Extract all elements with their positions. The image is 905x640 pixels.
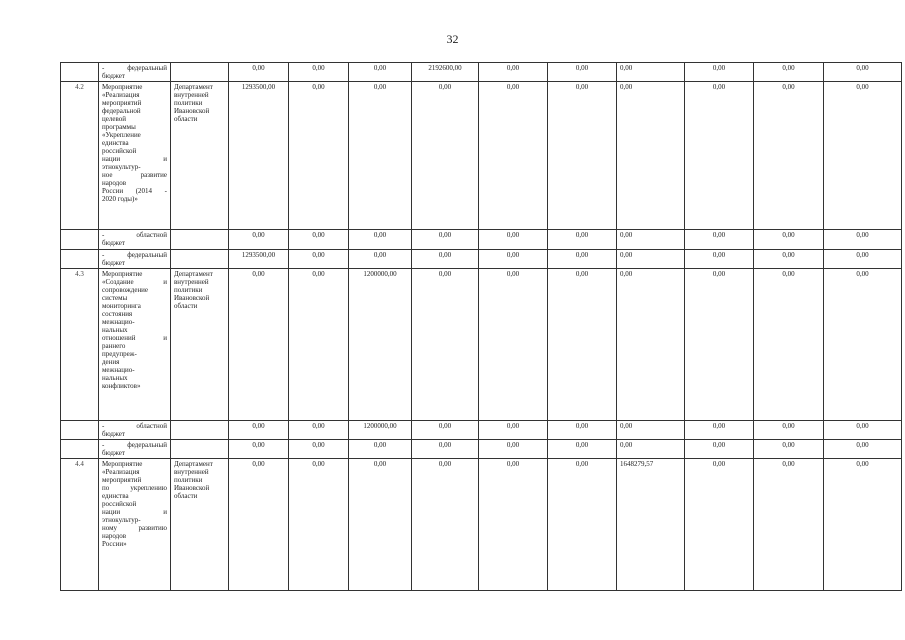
amount-cell: 0,00: [229, 459, 289, 591]
amount-cell: 0,00: [685, 250, 754, 269]
department-cell: [171, 63, 229, 82]
activity-name-line: нации и: [102, 508, 167, 516]
activity-name-cell: [99, 459, 171, 591]
amount-cell: 0,00: [289, 250, 349, 269]
activity-name-cell: [99, 269, 171, 421]
amount-cell: 0,00: [349, 230, 412, 250]
row-number: [61, 63, 99, 82]
department-line: Ивановской: [174, 107, 210, 115]
activity-name-line: межнацио-: [102, 366, 135, 374]
activity-name-line: бюджет: [102, 259, 125, 267]
amount-cell: 0,00: [754, 63, 824, 82]
department-line: Департамент: [174, 83, 213, 91]
amount-cell: 0,00: [824, 82, 902, 230]
department-line: Департамент: [174, 460, 213, 468]
row-number: [61, 440, 99, 459]
amount-cell: 0,00: [824, 63, 902, 82]
amount-cell: 0,00: [229, 63, 289, 82]
row-number: 4.4: [61, 459, 99, 591]
amount-cell: 0,00: [349, 440, 412, 459]
activity-name-line: нальных: [102, 326, 128, 334]
department-line: внутренней: [174, 91, 209, 99]
table-row: [61, 269, 902, 421]
amount-cell: 0,00: [617, 250, 685, 269]
activity-name-line: бюджет: [102, 72, 125, 80]
department-cell: [171, 459, 229, 591]
activity-name-line: народов: [102, 179, 127, 187]
activity-name-line: «Реализация: [102, 91, 140, 99]
amount-cell: 0,00: [479, 63, 548, 82]
amount-cell: 0,00: [412, 82, 479, 230]
amount-cell: 0,00: [412, 269, 479, 421]
amount-cell: 0,00: [548, 230, 617, 250]
amount-cell: 0,00: [617, 269, 685, 421]
activity-name-cell: [99, 250, 171, 269]
activity-name-line: мероприятий: [102, 99, 142, 107]
activity-name-line: бюджет: [102, 449, 125, 457]
activity-name-line: - федеральный: [102, 441, 167, 449]
amount-cell: 1293500,00: [229, 82, 289, 230]
amount-cell: 0,00: [289, 82, 349, 230]
activity-name-line: российской: [102, 147, 137, 155]
activity-name-cell: [99, 230, 171, 250]
amount-cell: 0,00: [754, 250, 824, 269]
activity-name-line: федеральной: [102, 107, 141, 115]
row-number: [61, 250, 99, 269]
amount-cell: 0,00: [479, 230, 548, 250]
table-body: [61, 63, 902, 591]
table-row: [61, 63, 902, 82]
activity-name-line: этнокультур-: [102, 516, 141, 524]
activity-name-line: мониторинга: [102, 302, 141, 310]
amount-cell: 0,00: [824, 230, 902, 250]
amount-cell: 0,00: [617, 440, 685, 459]
table-row: [61, 230, 902, 250]
activity-name-line: единства: [102, 492, 129, 500]
amount-cell: 0,00: [754, 459, 824, 591]
table-row: [61, 82, 902, 230]
department-cell: [171, 440, 229, 459]
amount-cell: 0,00: [412, 459, 479, 591]
amount-cell: 0,00: [548, 63, 617, 82]
amount-cell: 0,00: [754, 440, 824, 459]
amount-cell: 0,00: [824, 440, 902, 459]
amount-cell: 0,00: [289, 269, 349, 421]
amount-cell: 0,00: [685, 63, 754, 82]
activity-name-line: межнацио-: [102, 318, 135, 326]
activity-name-line: бюджет: [102, 430, 125, 438]
activity-name-line: целевой: [102, 115, 126, 123]
department-line: политики: [174, 476, 203, 484]
amount-cell: 0,00: [617, 421, 685, 440]
activity-name-line: - федеральный: [102, 64, 167, 72]
activity-name-line: состояния: [102, 310, 133, 318]
amount-cell: 0,00: [548, 250, 617, 269]
activity-name-line: - областной: [102, 422, 167, 430]
department-line: области: [174, 115, 198, 123]
amount-cell: 0,00: [754, 269, 824, 421]
row-number: [61, 421, 99, 440]
amount-cell: 0,00: [685, 230, 754, 250]
activity-name-line: ному развитию: [102, 524, 167, 532]
amount-cell: 1293500,00: [229, 250, 289, 269]
amount-cell: 0,00: [685, 82, 754, 230]
department-cell: [171, 421, 229, 440]
activity-name-line: российской: [102, 500, 137, 508]
budget-table: [60, 62, 902, 591]
amount-cell: 0,00: [412, 440, 479, 459]
amount-cell: 0,00: [548, 459, 617, 591]
activity-name-line: конфликтов»: [102, 382, 141, 390]
activity-name-cell: [99, 82, 171, 230]
amount-cell: 0,00: [479, 421, 548, 440]
department-line: политики: [174, 99, 203, 107]
amount-cell: 1200000,00: [349, 269, 412, 421]
amount-cell: 0,00: [548, 421, 617, 440]
activity-name-line: бюджет: [102, 239, 125, 247]
amount-cell: 0,00: [289, 63, 349, 82]
department-line: внутренней: [174, 468, 209, 476]
activity-name-line: раннего: [102, 342, 126, 350]
amount-cell: 0,00: [289, 440, 349, 459]
activity-name-line: - федеральный: [102, 251, 167, 259]
activity-name-line: народов: [102, 532, 127, 540]
activity-name-line: России»: [102, 540, 127, 548]
department-cell: [171, 230, 229, 250]
amount-cell: 0,00: [685, 269, 754, 421]
activity-name-line: нации и: [102, 155, 167, 163]
activity-name-line: «Укрепление: [102, 131, 141, 139]
amount-cell: 0,00: [479, 459, 548, 591]
table-row: [61, 421, 902, 440]
department-line: внутренней: [174, 278, 209, 286]
activity-name-line: отношений и: [102, 334, 167, 342]
activity-name-line: «Реализация: [102, 468, 140, 476]
table-row: [61, 250, 902, 269]
department-line: Ивановской: [174, 294, 210, 302]
activity-name-line: России (2014 -: [102, 187, 167, 195]
activity-name-line: Мероприятие: [102, 270, 143, 278]
department-cell: [171, 82, 229, 230]
amount-cell: 1648279,57: [617, 459, 685, 591]
activity-name-line: программы: [102, 123, 136, 131]
amount-cell: 2192600,00: [412, 63, 479, 82]
amount-cell: 0,00: [617, 230, 685, 250]
activity-name-line: ное развитие: [102, 171, 167, 179]
amount-cell: 0,00: [349, 63, 412, 82]
amount-cell: 0,00: [349, 250, 412, 269]
department-line: политики: [174, 286, 203, 294]
amount-cell: 0,00: [754, 230, 824, 250]
amount-cell: 0,00: [479, 250, 548, 269]
activity-name-line: по укреплению: [102, 484, 167, 492]
table-row: [61, 459, 902, 591]
amount-cell: 0,00: [824, 250, 902, 269]
activity-name-line: - областной: [102, 231, 167, 239]
page-number: 32: [446, 32, 459, 46]
amount-cell: 0,00: [754, 421, 824, 440]
amount-cell: 0,00: [479, 269, 548, 421]
amount-cell: 1200000,00: [349, 421, 412, 440]
amount-cell: 0,00: [824, 459, 902, 591]
amount-cell: 0,00: [548, 82, 617, 230]
amount-cell: 0,00: [412, 421, 479, 440]
amount-cell: 0,00: [289, 421, 349, 440]
amount-cell: 0,00: [824, 269, 902, 421]
amount-cell: 0,00: [229, 440, 289, 459]
activity-name-cell: [99, 63, 171, 82]
activity-name-line: системы: [102, 294, 128, 302]
activity-name-line: дения: [102, 358, 120, 366]
activity-name-line: предупреж-: [102, 350, 137, 358]
department-line: области: [174, 302, 198, 310]
activity-name-line: мероприятий: [102, 476, 142, 484]
activity-name-line: «Создание и: [102, 278, 167, 286]
activity-name-line: Мероприятие: [102, 460, 143, 468]
amount-cell: 0,00: [349, 459, 412, 591]
row-number: 4.2: [61, 82, 99, 230]
department-line: области: [174, 492, 198, 500]
department-line: Департамент: [174, 270, 213, 278]
row-number: 4.3: [61, 269, 99, 421]
activity-name-line: единства: [102, 139, 129, 147]
activity-name-line: 2020 годы)»: [102, 195, 138, 203]
activity-name-line: нальных: [102, 374, 128, 382]
activity-name-line: сопровождение: [102, 286, 149, 294]
amount-cell: 0,00: [289, 459, 349, 591]
amount-cell: 0,00: [289, 230, 349, 250]
amount-cell: 0,00: [229, 230, 289, 250]
amount-cell: 0,00: [229, 269, 289, 421]
department-cell: [171, 269, 229, 421]
amount-cell: 0,00: [548, 269, 617, 421]
activity-name-line: Мероприятие: [102, 83, 143, 91]
amount-cell: 0,00: [412, 230, 479, 250]
activity-name-cell: [99, 421, 171, 440]
amount-cell: 0,00: [479, 82, 548, 230]
amount-cell: 0,00: [349, 82, 412, 230]
amount-cell: 0,00: [548, 440, 617, 459]
amount-cell: 0,00: [412, 250, 479, 269]
amount-cell: 0,00: [824, 421, 902, 440]
table-row: [61, 440, 902, 459]
amount-cell: 0,00: [229, 421, 289, 440]
amount-cell: 0,00: [685, 459, 754, 591]
department-line: Ивановской: [174, 484, 210, 492]
amount-cell: 0,00: [685, 440, 754, 459]
department-cell: [171, 250, 229, 269]
activity-name-cell: [99, 440, 171, 459]
amount-cell: 0,00: [617, 82, 685, 230]
amount-cell: 0,00: [617, 63, 685, 82]
amount-cell: 0,00: [685, 421, 754, 440]
activity-name-line: этнокультур-: [102, 163, 141, 171]
row-number: [61, 230, 99, 250]
amount-cell: 0,00: [479, 440, 548, 459]
amount-cell: 0,00: [754, 82, 824, 230]
